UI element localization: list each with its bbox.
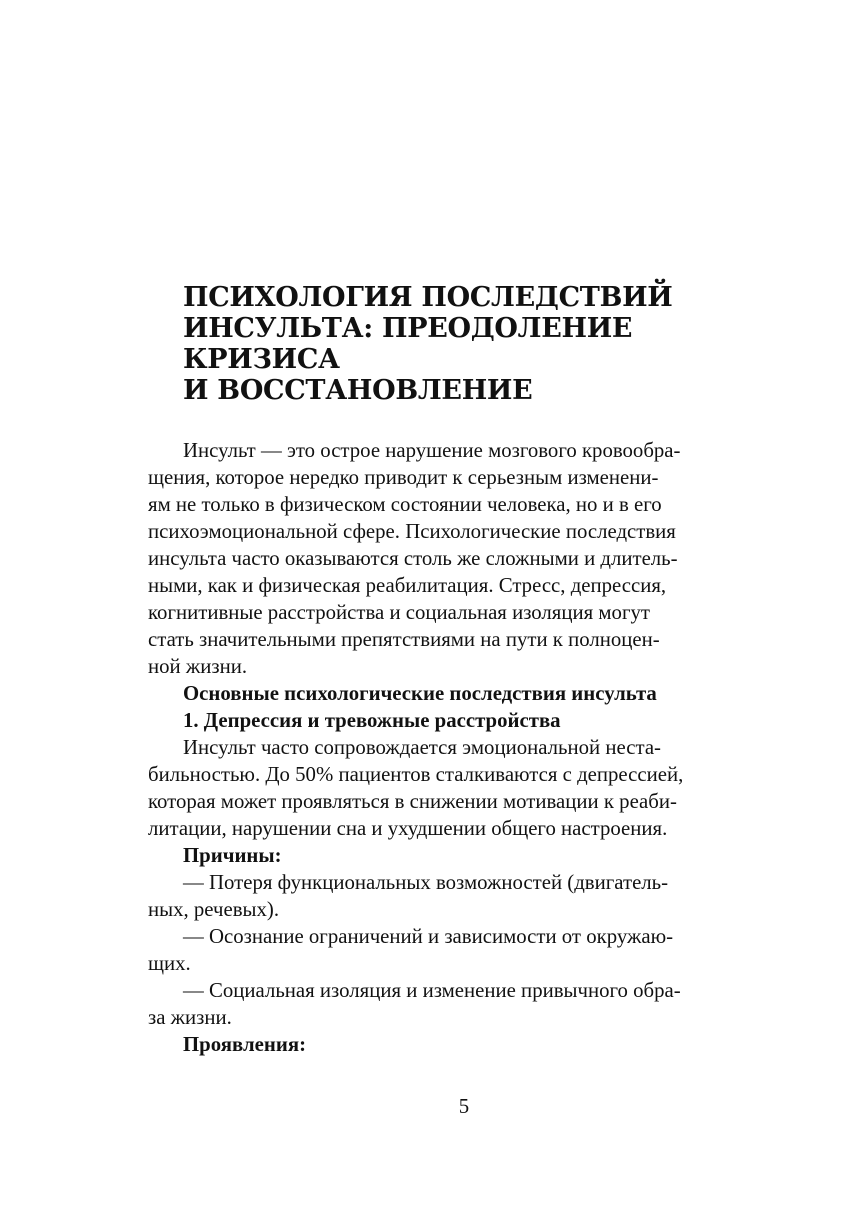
list-item-line: — Социальная изоляция и изменение привычного обра- bbox=[183, 979, 681, 1002]
heading-line: И ВОССТАНОВЛЕНИЕ bbox=[183, 375, 533, 406]
paragraph-line: ям не только в физическом состоянии человека, но и в его bbox=[148, 493, 662, 516]
paragraph-line: Инсульт часто сопровождается эмоциональной неста- bbox=[183, 736, 661, 759]
paragraph-line: психоэмоциональной сфере. Психологические последствия bbox=[148, 520, 676, 543]
heading-line: КРИЗИСА bbox=[183, 344, 340, 375]
body-text bbox=[148, 437, 748, 1058]
causes-label: Причины: bbox=[183, 844, 282, 867]
paragraph-line: которая может проявляться в снижении мотивации к реаби- bbox=[148, 790, 677, 813]
paragraph-line: когнитивные расстройства и социальная изоляция могут bbox=[148, 601, 650, 624]
list-item-line: за жизни. bbox=[148, 1006, 232, 1029]
paragraph-line: щения, которое нередко приводит к серьезным изменени- bbox=[148, 466, 659, 489]
paragraph-line: инсульта часто оказываются столь же сложными и длитель- bbox=[148, 547, 678, 570]
list-item-line: — Осознание ограничений и зависимости от окружаю- bbox=[183, 925, 674, 948]
paragraph-line: литации, нарушении сна и ухудшении общего настроения. bbox=[148, 817, 668, 840]
paragraph-line: бильностью. До 50% пациентов сталкиваются с депрессией, bbox=[148, 763, 684, 786]
subsection-heading: 1. Депрессия и тревожные расстройства bbox=[183, 709, 561, 732]
chapter-heading bbox=[183, 282, 763, 406]
heading-line: ПСИХОЛОГИЯ ПОСЛЕДСТВИЙ bbox=[183, 282, 673, 313]
list-item-line: — Потеря функциональных возможностей (двигатель- bbox=[183, 871, 669, 894]
page-number bbox=[36, 1093, 856, 1120]
paragraph-line: Инсульт — это острое нарушение мозгового кровообра- bbox=[183, 439, 681, 462]
paragraph-line: стать значительными препятствиями на пути к полноцен- bbox=[148, 628, 660, 651]
heading-line: ИНСУЛЬТА: ПРЕОДОЛЕНИЕ bbox=[183, 313, 633, 344]
list-item-line: щих. bbox=[148, 952, 191, 975]
page-number-value: 5 bbox=[458, 1095, 470, 1118]
list-item-line: ных, речевых). bbox=[148, 898, 280, 921]
paragraph-line: ной жизни. bbox=[148, 655, 248, 678]
paragraph-line: ными, как и физическая реабилитация. Стресс, депрессия, bbox=[148, 574, 667, 597]
manifestations-label: Проявления: bbox=[183, 1033, 306, 1056]
section-heading: Основные психологические последствия инсульта bbox=[183, 682, 657, 705]
